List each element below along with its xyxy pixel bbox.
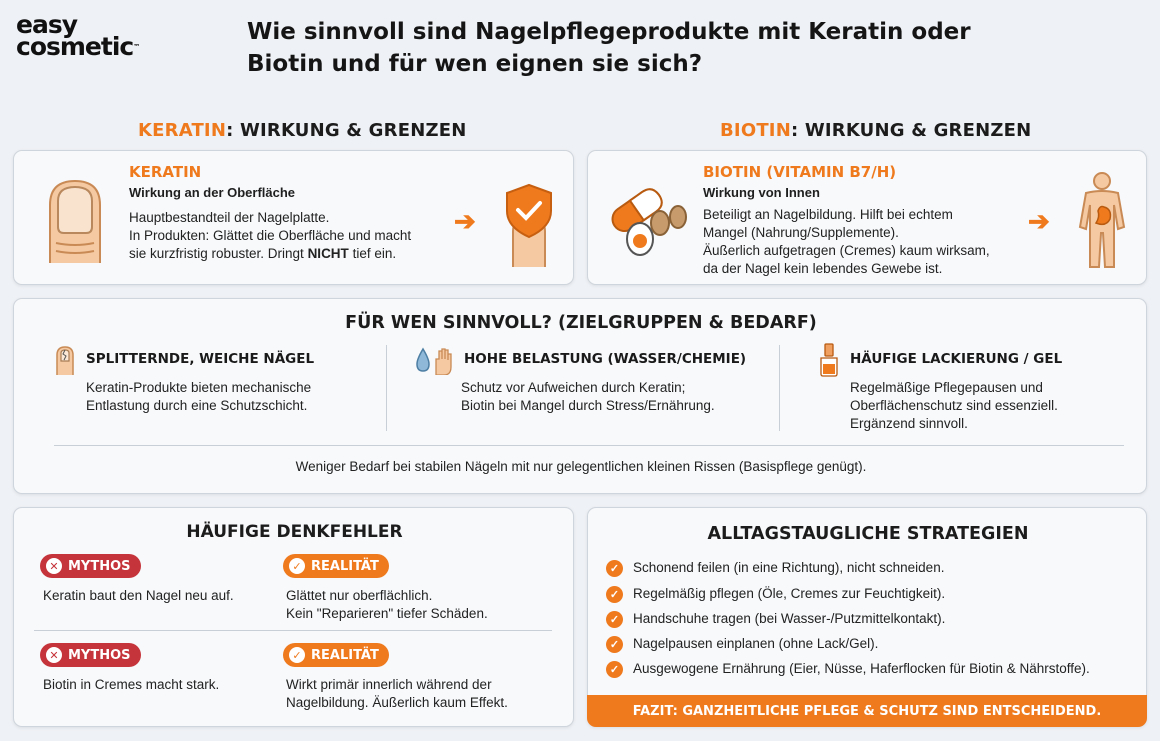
strategies-card — [587, 507, 1147, 727]
target-group-2-title: HOHE BELASTUNG (WASSER/CHEMIE) — [464, 351, 747, 367]
myth-badge — [40, 554, 141, 578]
myths-card — [13, 507, 574, 727]
reality-1-line1: Glättet nur oberflächlich. — [286, 588, 433, 603]
biotin-section-accent: BIOTIN — [720, 120, 791, 141]
nail-finger-icon — [42, 177, 108, 263]
shield-finger-icon — [499, 183, 559, 267]
divider — [34, 630, 552, 631]
reality-2-text — [286, 676, 508, 712]
biotin-sub: Wirkung von Innen — [703, 185, 820, 200]
reality-label: REALITÄT — [311, 647, 379, 663]
strategy-item-5: Ausgewogene Ernährung (Eier, Nüsse, Haferflocken für Biotin & Nährstoffe). — [633, 661, 1090, 676]
check-icon: ✓ — [606, 586, 623, 603]
check-circle-icon: ✓ — [289, 647, 305, 663]
keratin-line2: In Produkten: Glättet die Oberfläche und macht — [129, 228, 412, 243]
fazit-banner: FAZIT: GANZHEITLICHE PFLEGE & SCHUTZ SIND ENTSCHEIDEND. — [587, 695, 1147, 727]
myth-label: MYTHOS — [68, 558, 131, 574]
water-hand-icon — [414, 345, 458, 375]
keratin-heading: KERATIN — [129, 163, 202, 181]
reality-badge — [283, 643, 389, 667]
target-group-2-line1: Schutz vor Aufweichen durch Keratin; — [461, 380, 686, 395]
biotin-line3: Äußerlich aufgetragen (Cremes) kaum wirksam, — [703, 243, 990, 258]
keratin-line1: Hauptbestandteil der Nagelplatte. — [129, 210, 330, 225]
divider — [54, 445, 1124, 446]
biotin-card — [587, 150, 1147, 285]
close-circle-icon: ✕ — [46, 558, 62, 574]
myth-badge — [40, 643, 141, 667]
logo-tm: ™ — [133, 43, 141, 51]
divider — [779, 345, 780, 431]
biotin-line4: da der Nagel kein lebendes Gewebe ist. — [703, 261, 943, 276]
keratin-section-rest: : WIRKUNG & GRENZEN — [226, 120, 467, 141]
cracked-nail-icon — [54, 345, 76, 375]
myths-title: HÄUFIGE DENKFEHLER — [186, 522, 403, 542]
target-title: FÜR WEN SINNVOLL? (ZIELGRUPPEN & BEDARF) — [345, 313, 817, 333]
keratin-text — [129, 209, 469, 263]
target-group-1-text — [86, 379, 311, 415]
biotin-section-rest: : WIRKUNG & GRENZEN — [790, 120, 1032, 141]
logo-line2: cosmetic — [16, 32, 134, 61]
strategy-item-3: Handschuhe tragen (bei Wasser-/Putzmittelkontakt). — [633, 611, 946, 626]
nail-polish-icon — [818, 343, 840, 377]
brand-logo — [16, 10, 141, 61]
title-line1: Wie sinnvoll sind Nagelpflegeprodukte mit Keratin oder — [247, 19, 971, 45]
target-group-3-title: HÄUFIGE LACKIERUNG / GEL — [850, 351, 1063, 367]
strategy-item-1: Schonend feilen (in eine Richtung), nicht schneiden. — [633, 560, 945, 575]
strategies-title: ALLTAGSTAUGLICHE STRATEGIEN — [707, 524, 1029, 544]
reality-2-line2: Nagelbildung. Äußerlich kaum Effekt. — [286, 695, 508, 710]
target-note: Weniger Bedarf bei stabilen Nägeln mit nur gelegentlichen kleinen Rissen (Basispflege genügt). — [295, 459, 867, 474]
biotin-line1: Beteiligt an Nagelbildung. Hilft bei echtem — [703, 207, 953, 222]
myth-2-text: Biotin in Cremes macht stark. — [43, 677, 220, 692]
keratin-line3-bold: NICHT — [307, 246, 349, 261]
check-icon: ✓ — [606, 611, 623, 628]
title-line2: Biotin und für wen eignen sie sich? — [247, 51, 703, 77]
arrow-right-icon: ➔ — [1028, 206, 1050, 236]
reality-1-line2: Kein "Reparieren" tiefer Schäden. — [286, 606, 488, 621]
target-group-3-line2: Oberflächenschutz sind essenziell. — [850, 398, 1058, 413]
keratin-line3-pre: sie kurzfristig robuster. Dringt — [129, 246, 308, 261]
myth-1-text: Keratin baut den Nagel neu auf. — [43, 588, 234, 603]
keratin-sub: Wirkung an der Oberfläche — [129, 185, 296, 200]
biotin-section-title — [720, 120, 1031, 141]
target-groups-card — [13, 298, 1147, 494]
myth-label: MYTHOS — [68, 647, 131, 663]
keratin-section-title — [138, 120, 466, 141]
keratin-section-accent: KERATIN — [138, 120, 227, 141]
keratin-card — [13, 150, 574, 285]
reality-2-line1: Wirkt primär innerlich während der — [286, 677, 492, 692]
strategy-item-4: Nagelpausen einplanen (ohne Lack/Gel). — [633, 636, 879, 651]
page-title — [247, 16, 1047, 80]
divider — [386, 345, 387, 431]
logo-line1: easy — [16, 10, 78, 39]
body-stomach-icon — [1074, 171, 1130, 271]
reality-1-text — [286, 587, 488, 623]
check-icon: ✓ — [606, 560, 623, 577]
target-group-3-line1: Regelmäßige Pflegepausen und — [850, 380, 1043, 395]
keratin-line3-post: tief ein. — [348, 246, 397, 261]
target-group-1-line1: Keratin-Produkte bieten mechanische — [86, 380, 312, 395]
biotin-line2: Mangel (Nahrung/Supplemente). — [703, 225, 899, 240]
strategy-item-2: Regelmäßig pflegen (Öle, Cremes zur Feuchtigkeit). — [633, 586, 946, 601]
target-group-3-text — [850, 379, 1058, 433]
target-group-2-line2: Biotin bei Mangel durch Stress/Ernährung. — [461, 398, 715, 413]
biotin-text — [703, 206, 1043, 278]
check-icon: ✓ — [606, 636, 623, 653]
close-circle-icon: ✕ — [46, 647, 62, 663]
reality-label: REALITÄT — [311, 558, 379, 574]
target-group-3-line3: Ergänzend sinnvoll. — [850, 416, 968, 431]
target-group-1-title: SPLITTERNDE, WEICHE NÄGEL — [86, 351, 315, 367]
target-group-1-line2: Entlastung durch eine Schutzschicht. — [86, 398, 308, 413]
check-icon: ✓ — [606, 661, 623, 678]
target-group-2-text — [461, 379, 715, 415]
pill-food-icon — [606, 181, 696, 257]
keratin-line3 — [129, 245, 469, 263]
arrow-right-icon: ➔ — [454, 206, 476, 236]
reality-badge — [283, 554, 389, 578]
check-circle-icon: ✓ — [289, 558, 305, 574]
biotin-heading: BIOTIN (VITAMIN B7/H) — [703, 163, 897, 181]
